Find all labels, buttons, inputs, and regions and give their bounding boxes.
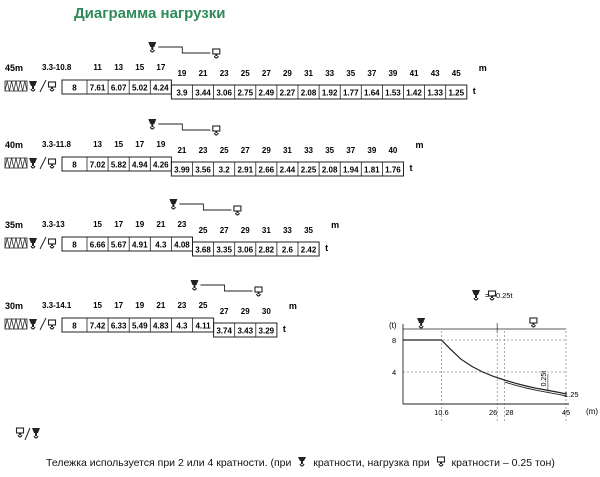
legend-hook-double-icon: [472, 290, 480, 300]
distance-label: 17: [135, 140, 145, 149]
hook-quad-stem: [236, 211, 238, 213]
load-value-cell: 2.42: [300, 245, 317, 255]
distance-label: 29: [282, 69, 292, 78]
distance-label: 17: [114, 220, 124, 229]
load-value-cell: 3.44: [195, 88, 211, 98]
hook-quad-icon: [17, 428, 24, 437]
hook-quad-stem: [258, 292, 260, 294]
hook-quad-body: [49, 320, 56, 325]
distance-label: 33: [304, 146, 314, 155]
hook-double-hook: [474, 298, 478, 300]
transition-hook-double-icon: [169, 199, 177, 209]
load-value-cell: 3.99: [174, 165, 190, 175]
hook-quad-hook: [50, 166, 54, 168]
distance-label: 23: [198, 146, 208, 155]
transition-hook-quad-icon: [234, 206, 241, 215]
boom-truss-strut: [14, 319, 16, 329]
load-value-cell: 2.91: [237, 165, 254, 175]
boom-truss-strut: [14, 81, 16, 91]
distance-label: 23: [177, 220, 187, 229]
load-value-cell: 1.77: [342, 88, 359, 98]
hook-double-icon: [32, 428, 40, 438]
hook-double-hook: [193, 288, 197, 290]
hook-double-stem: [32, 324, 34, 327]
crane-boom-icon: [5, 238, 27, 248]
hook-double-icon: [29, 158, 37, 168]
hook-double-hook: [31, 246, 35, 248]
boom-truss-strut: [18, 158, 20, 168]
distance-label: 27: [219, 307, 229, 316]
load-value-cell: 1.25: [448, 88, 465, 98]
hook-quad-hook: [235, 213, 239, 215]
distance-label: 39: [367, 146, 377, 155]
boom-truss-strut: [20, 319, 22, 329]
load-value-cell: 5.82: [110, 160, 127, 170]
load-value-cell: 2.66: [258, 165, 275, 175]
load-value-cell: 4.94: [131, 160, 148, 170]
unit-m-label: m: [415, 140, 424, 150]
hook-quad-stem: [532, 323, 534, 325]
load-value-cell: 2.49: [258, 88, 275, 98]
hook-quad-body: [49, 82, 56, 87]
hook-quad-stem: [215, 54, 217, 56]
distance-label: 3.3-11.8: [42, 140, 71, 149]
load-value-cell: 5.49: [131, 321, 148, 331]
load-value-cell: 3.56: [195, 165, 211, 175]
hook-double-body: [148, 42, 156, 47]
hook-quad-hook: [214, 56, 218, 58]
load-value-cell: 5.02: [131, 83, 148, 93]
transition-line: [158, 47, 210, 53]
distance-label: 19: [177, 69, 187, 78]
load-value-cell: 7.42: [89, 321, 106, 331]
x-tick-label: 28: [505, 408, 514, 417]
distance-label: 23: [219, 69, 229, 78]
hook-double-body: [29, 319, 37, 324]
transition-line: [179, 204, 231, 210]
hook-quad-hook: [531, 325, 535, 327]
load-value-cell: 2.08: [321, 165, 338, 175]
load-value-cell: 3.06: [216, 88, 232, 98]
hook-double-body: [191, 280, 199, 285]
transition-hook-double-icon: [148, 119, 156, 129]
load-value-cell: 1.92: [321, 88, 338, 98]
distance-label: 27: [219, 226, 229, 235]
annotation-125: 1.25: [564, 390, 579, 399]
boom-truss-strut: [23, 319, 25, 329]
hook-quad-stem: [51, 244, 53, 246]
hook-double-body: [32, 428, 40, 433]
load-value-cell: 2.08: [300, 88, 317, 98]
boom-truss-strut: [7, 238, 9, 248]
load-value-cell: 3.29: [258, 326, 275, 336]
load-value-cell: 4.24: [153, 83, 169, 93]
boom-length-label: 30m: [5, 301, 24, 311]
distance-label: 13: [93, 140, 103, 149]
hook-double-stem: [475, 295, 477, 298]
boom-truss-strut: [12, 158, 14, 168]
load-value-cell: 3.35: [216, 245, 232, 255]
hook-double-stem: [35, 433, 37, 436]
distance-label: 27: [240, 146, 250, 155]
distance-label: 41: [409, 69, 419, 78]
boom-truss-strut: [20, 81, 22, 91]
x-tick-label: 26: [489, 408, 498, 417]
unit-m-label: m: [288, 301, 297, 311]
hook-double-body: [29, 81, 37, 86]
hook-quad-hook: [50, 327, 54, 329]
hook-double-hook: [31, 327, 35, 329]
footer-text-2: кратности, нагрузка при: [313, 457, 430, 469]
boom-truss-strut: [14, 238, 16, 248]
crane-boom-icon: [5, 81, 27, 91]
hook-quad-body: [530, 318, 537, 323]
hook-double-hook: [31, 166, 35, 168]
hook-double-stem: [172, 204, 174, 207]
distance-label: 21: [198, 69, 208, 78]
distance-label: 31: [261, 226, 271, 235]
boom-truss-strut: [18, 81, 20, 91]
distance-label: 17: [114, 301, 124, 310]
distance-label: 3.3-14.1: [42, 301, 72, 310]
hook-quad-hook: [18, 435, 22, 437]
load-value-cell: 3.2: [218, 165, 230, 175]
distance-label: 19: [135, 220, 145, 229]
load-value-cell: 4.26: [153, 160, 169, 170]
distance-label: 13: [114, 63, 124, 72]
boom-truss-strut: [12, 81, 14, 91]
boom-truss-strut: [14, 158, 16, 168]
hook-double-icon: [29, 319, 37, 329]
load-value-cell: 8: [72, 83, 77, 93]
load-value-cell: 2.75: [237, 88, 254, 98]
chart-hook-quad-icon: [530, 318, 537, 327]
hook-quad-body: [17, 428, 24, 433]
boom-truss-strut: [16, 81, 18, 91]
distance-label: 43: [430, 69, 440, 78]
boom-truss-strut: [12, 319, 14, 329]
hook-quad-hook: [257, 294, 261, 296]
boom-truss-strut: [9, 158, 11, 168]
boom-truss-strut: [20, 238, 22, 248]
x-tick-label: 10.6: [434, 408, 449, 417]
distance-label: 33: [282, 226, 292, 235]
load-value-cell: 1.64: [364, 88, 380, 98]
hook-quad-body: [49, 159, 56, 164]
x-axis-label: (m): [586, 407, 598, 416]
load-value-cell: 4.3: [155, 240, 167, 250]
distance-label: 19: [156, 140, 166, 149]
distance-label: 11: [93, 63, 102, 72]
distance-label: 25: [219, 146, 229, 155]
hook-double-stem: [151, 124, 153, 127]
transition-hook-quad-icon: [255, 287, 262, 296]
hook-quad-icon: [49, 320, 56, 329]
load-curve-line: [504, 382, 566, 396]
load-value-cell: 2.82: [258, 245, 275, 255]
hook-double-stem: [194, 285, 196, 288]
hook-double-body: [148, 119, 156, 124]
y-axis-label: (t): [389, 321, 397, 330]
hook-double-body: [29, 158, 37, 163]
load-value-cell: 2.25: [300, 165, 317, 175]
load-value-cell: 1.76: [385, 165, 401, 175]
boom-truss-strut: [23, 238, 25, 248]
hook-quad-icon: [49, 239, 56, 248]
distance-label: 21: [177, 146, 187, 155]
distance-label: 40: [388, 146, 398, 155]
transition-line: [201, 285, 253, 291]
hook-double-hook: [150, 127, 154, 129]
slash-divider: [40, 80, 46, 92]
page-title: Диаграмма нагрузки: [74, 5, 226, 22]
hook-double-body: [417, 318, 425, 323]
unit-m-label: m: [331, 220, 340, 230]
hook-quad-hook: [50, 89, 54, 91]
hook-quad-hook: [50, 246, 54, 248]
hook-quad-icon: [49, 159, 56, 168]
boom-truss-strut: [16, 319, 18, 329]
load-value-cell: 1.42: [406, 88, 422, 98]
unit-t-label: t: [325, 243, 329, 253]
slash-divider: [25, 428, 30, 440]
load-value-cell: 4.83: [153, 321, 169, 331]
load-table-left-box: [62, 237, 193, 251]
x-tick-label: 45: [561, 408, 571, 417]
load-value-cell: 3.9: [176, 88, 188, 98]
hook-double-body: [169, 199, 177, 204]
distance-label: 25: [198, 226, 208, 235]
chart-hook-double-icon: [417, 318, 425, 328]
hook-quad-hook: [214, 133, 218, 135]
hook-double-hook: [419, 326, 423, 328]
distance-label: 29: [240, 226, 250, 235]
hook-quad-stem: [51, 87, 53, 89]
hook-double-icon: [29, 238, 37, 248]
hook-quad-stem: [51, 325, 53, 327]
boom-truss-strut: [9, 81, 11, 91]
load-value-cell: 1.94: [342, 165, 359, 175]
load-value-cell: 3.06: [237, 245, 254, 255]
distance-label: 31: [304, 69, 314, 78]
transition-line: [158, 124, 210, 130]
hook-double-stem: [32, 163, 34, 166]
hook-quad-stem: [51, 164, 53, 166]
load-value-cell: 2.27: [279, 88, 296, 98]
load-value-cell: 4.91: [131, 240, 148, 250]
hook-double-body: [472, 290, 480, 295]
load-value-cell: 8: [72, 240, 77, 250]
unit-t-label: t: [472, 86, 476, 96]
annotation-025: 0.25t: [540, 370, 548, 387]
boom-truss-strut: [16, 158, 18, 168]
transition-hook-quad-icon: [213, 49, 220, 58]
hook-double-hook: [31, 89, 35, 91]
footer-text-1: Тележка используется при 2 или 4 кратности. (при: [46, 457, 292, 469]
distance-label: 35: [325, 146, 335, 155]
hook-double-body: [29, 238, 37, 243]
hook-quad-stem: [215, 131, 217, 133]
hook-double-hook: [171, 207, 175, 209]
boom-length-label: 40m: [5, 140, 24, 150]
distance-label: 25: [240, 69, 250, 78]
distance-label: 33: [325, 69, 335, 78]
distance-label: 15: [93, 220, 103, 229]
hook-double-icon: [297, 456, 307, 468]
load-value-cell: 4.11: [195, 321, 211, 331]
load-value-cell: 6.66: [89, 240, 106, 250]
boom-truss-strut: [18, 238, 20, 248]
crane-boom-icon: [5, 319, 27, 329]
legend-formula-text: = −0.25t: [485, 291, 513, 300]
boom-truss-strut: [7, 319, 9, 329]
y-tick-label: 8: [392, 336, 397, 345]
load-value-cell: 8: [72, 321, 77, 331]
distance-label: 3.3-13: [42, 220, 65, 229]
hook-double-icon: [29, 81, 37, 91]
boom-truss-strut: [20, 158, 22, 168]
load-value-cell: 1.33: [427, 88, 443, 98]
transition-hook-double-icon: [191, 280, 199, 290]
hook-quad-body: [213, 49, 220, 54]
load-value-cell: 6.33: [110, 321, 127, 331]
transition-hook-quad-icon: [213, 126, 220, 135]
unit-m-label: m: [478, 63, 487, 73]
boom-truss-strut: [18, 319, 20, 329]
distance-label: 29: [261, 146, 271, 155]
load-value-cell: 8: [72, 160, 77, 170]
unit-t-label: t: [409, 163, 413, 173]
distance-label: 25: [198, 301, 208, 310]
distance-label: 37: [367, 69, 377, 78]
distance-label: 21: [156, 220, 166, 229]
hook-double-hook: [150, 50, 154, 52]
unit-t-label: t: [282, 324, 286, 334]
distance-label: 37: [346, 146, 356, 155]
boom-truss-strut: [9, 319, 11, 329]
crane-boom-icon: [5, 158, 27, 168]
distance-label: 35: [304, 226, 314, 235]
slash-divider: [40, 157, 46, 169]
load-value-cell: 1.53: [385, 88, 401, 98]
load-value-cell: 1.81: [364, 165, 380, 175]
hook-quad-body: [234, 206, 241, 211]
distance-label: 21: [156, 301, 166, 310]
hook-quad-stem: [19, 433, 21, 435]
hook-double-hook: [34, 436, 38, 438]
load-value-cell: 4.08: [174, 240, 190, 250]
distance-label: 17: [156, 63, 166, 72]
distance-label: 27: [261, 69, 271, 78]
boom-truss-strut: [7, 81, 9, 91]
distance-label: 15: [114, 140, 124, 149]
load-value-cell: 2.44: [279, 165, 296, 175]
distance-label: 39: [388, 69, 398, 78]
distance-label: 23: [177, 301, 187, 310]
load-value-cell: 3.74: [216, 326, 232, 336]
hook-double-stem: [151, 47, 153, 50]
boom-length-label: 45m: [5, 63, 24, 73]
boom-truss-strut: [7, 158, 9, 168]
distance-label: 19: [135, 301, 145, 310]
slash-divider: [40, 318, 46, 330]
boom-truss-strut: [16, 238, 18, 248]
distance-label: 3.3-10.8: [42, 63, 72, 72]
distance-label: 15: [93, 301, 103, 310]
hook-quad-icon: [436, 456, 446, 468]
hook-quad-body: [49, 239, 56, 244]
load-value-cell: 3.43: [237, 326, 254, 336]
load-value-cell: 4.3: [176, 321, 188, 331]
footer-note: [46, 456, 555, 469]
slash-divider: [40, 237, 46, 249]
boom-truss-strut: [9, 238, 11, 248]
distance-label: 29: [240, 307, 250, 316]
transition-hook-double-icon: [148, 42, 156, 52]
hook-double-stem: [32, 243, 34, 246]
distance-label: 31: [282, 146, 292, 155]
footer-text-3: кратности – 0.25 тон): [451, 457, 555, 469]
boom-truss-strut: [23, 158, 25, 168]
load-value-cell: 7.02: [89, 160, 106, 170]
hook-quad-icon: [49, 82, 56, 91]
distance-label: 15: [135, 63, 145, 72]
load-value-cell: 7.61: [89, 83, 106, 93]
hook-double-stem: [32, 86, 34, 89]
load-value-cell: 5.67: [110, 240, 127, 250]
distance-label: 35: [346, 69, 356, 78]
hook-quad-body: [255, 287, 262, 292]
hook-quad-body: [213, 126, 220, 131]
load-value-cell: 6.07: [110, 83, 127, 93]
y-tick-label: 4: [392, 368, 397, 377]
load-value-cell: 3.68: [195, 245, 211, 255]
boom-truss-strut: [23, 81, 25, 91]
distance-label: 45: [451, 69, 461, 78]
distance-label: 30: [261, 307, 271, 316]
load-value-cell: 2.6: [281, 245, 294, 255]
hook-double-stem: [420, 323, 422, 326]
boom-length-label: 35m: [5, 220, 24, 230]
boom-truss-strut: [12, 238, 14, 248]
